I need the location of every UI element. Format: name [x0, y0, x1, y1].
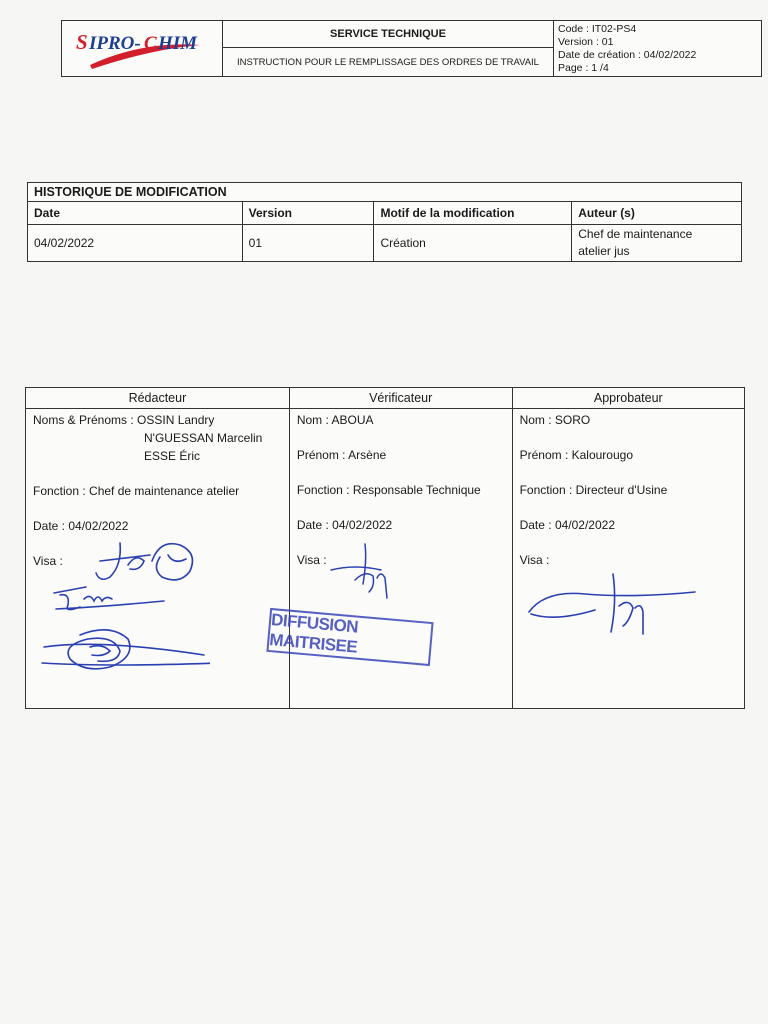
col-motif: Motif de la modification [374, 202, 572, 225]
verificateur-signature [325, 540, 405, 605]
redacteur-signatures [40, 535, 210, 695]
redacteur-name-2: N'GUESSAN Marcelin [144, 431, 263, 445]
col-date: Date [28, 202, 243, 225]
svg-text:IPRO-: IPRO- [89, 33, 141, 54]
col-version: Version [242, 202, 374, 225]
document-meta [554, 21, 761, 76]
service-title: SERVICE TECHNIQUE [223, 21, 553, 48]
svg-text:HIM: HIM [158, 33, 198, 54]
col-auteur: Auteur (s) [572, 202, 742, 225]
auteur-line2: atelier jus [578, 244, 630, 258]
doc-version: Version : 01 [558, 36, 614, 48]
auteur-line1: Chef de maintenance [578, 227, 693, 241]
approbateur-prenom: Prénom : Kalourougo [519, 448, 633, 462]
redacteur-date: Date : 04/02/2022 [33, 519, 129, 533]
row-version: 01 [242, 225, 374, 262]
col-approbateur: Approbateur [512, 388, 744, 409]
svg-text:C: C [144, 33, 157, 54]
redacteur-visa: Visa : [33, 554, 63, 568]
document-header [61, 20, 762, 77]
table-row [28, 225, 742, 262]
approbateur-fonction: Fonction : Directeur d'Usine [519, 483, 668, 497]
row-date: 04/02/2022 [28, 225, 243, 262]
doc-page: Page : 1 /4 [558, 62, 609, 74]
doc-creation-date: Date de création : 04/02/2022 [558, 49, 697, 61]
approbateur-date: Date : 04/02/2022 [519, 518, 616, 532]
company-logo [62, 21, 223, 76]
approbateur-nom: Nom : SORO [519, 413, 591, 427]
col-redacteur: Rédacteur [26, 388, 290, 409]
redacteur-name-3: ESSE Éric [144, 449, 201, 463]
sipro-chim-logo [62, 21, 222, 78]
verificateur-date: Date : 04/02/2022 [296, 518, 393, 532]
approbateur-signature [525, 572, 705, 642]
doc-code: Code : IT02-PS4 [558, 23, 637, 35]
row-auteur [572, 225, 742, 262]
history-title: HISTORIQUE DE MODIFICATION [28, 183, 742, 202]
stamp-text: DIFFUSION MAITRISEE [268, 610, 359, 657]
header-title-block [223, 21, 554, 76]
approbateur-cell [512, 409, 744, 709]
redacteur-fonction: Fonction : Chef de maintenance atelier [33, 484, 240, 498]
modification-history-table [27, 182, 742, 262]
row-motif: Création [374, 225, 572, 262]
svg-text:S: S [76, 30, 88, 54]
instruction-title: INSTRUCTION POUR LE REMPLISSAGE DES ORDRES DE TRAVAIL [237, 56, 539, 68]
verificateur-visa: Visa : [296, 553, 327, 567]
approbateur-visa: Visa : [519, 553, 550, 567]
col-verificateur: Vérificateur [289, 388, 512, 409]
verificateur-fonction: Fonction : Responsable Technique [296, 483, 481, 497]
verificateur-nom: Nom : ABOUA [296, 413, 374, 427]
redacteur-names: Noms & Prénoms : OSSIN Landry [33, 413, 215, 427]
verificateur-prenom: Prénom : Arsène [296, 448, 387, 462]
